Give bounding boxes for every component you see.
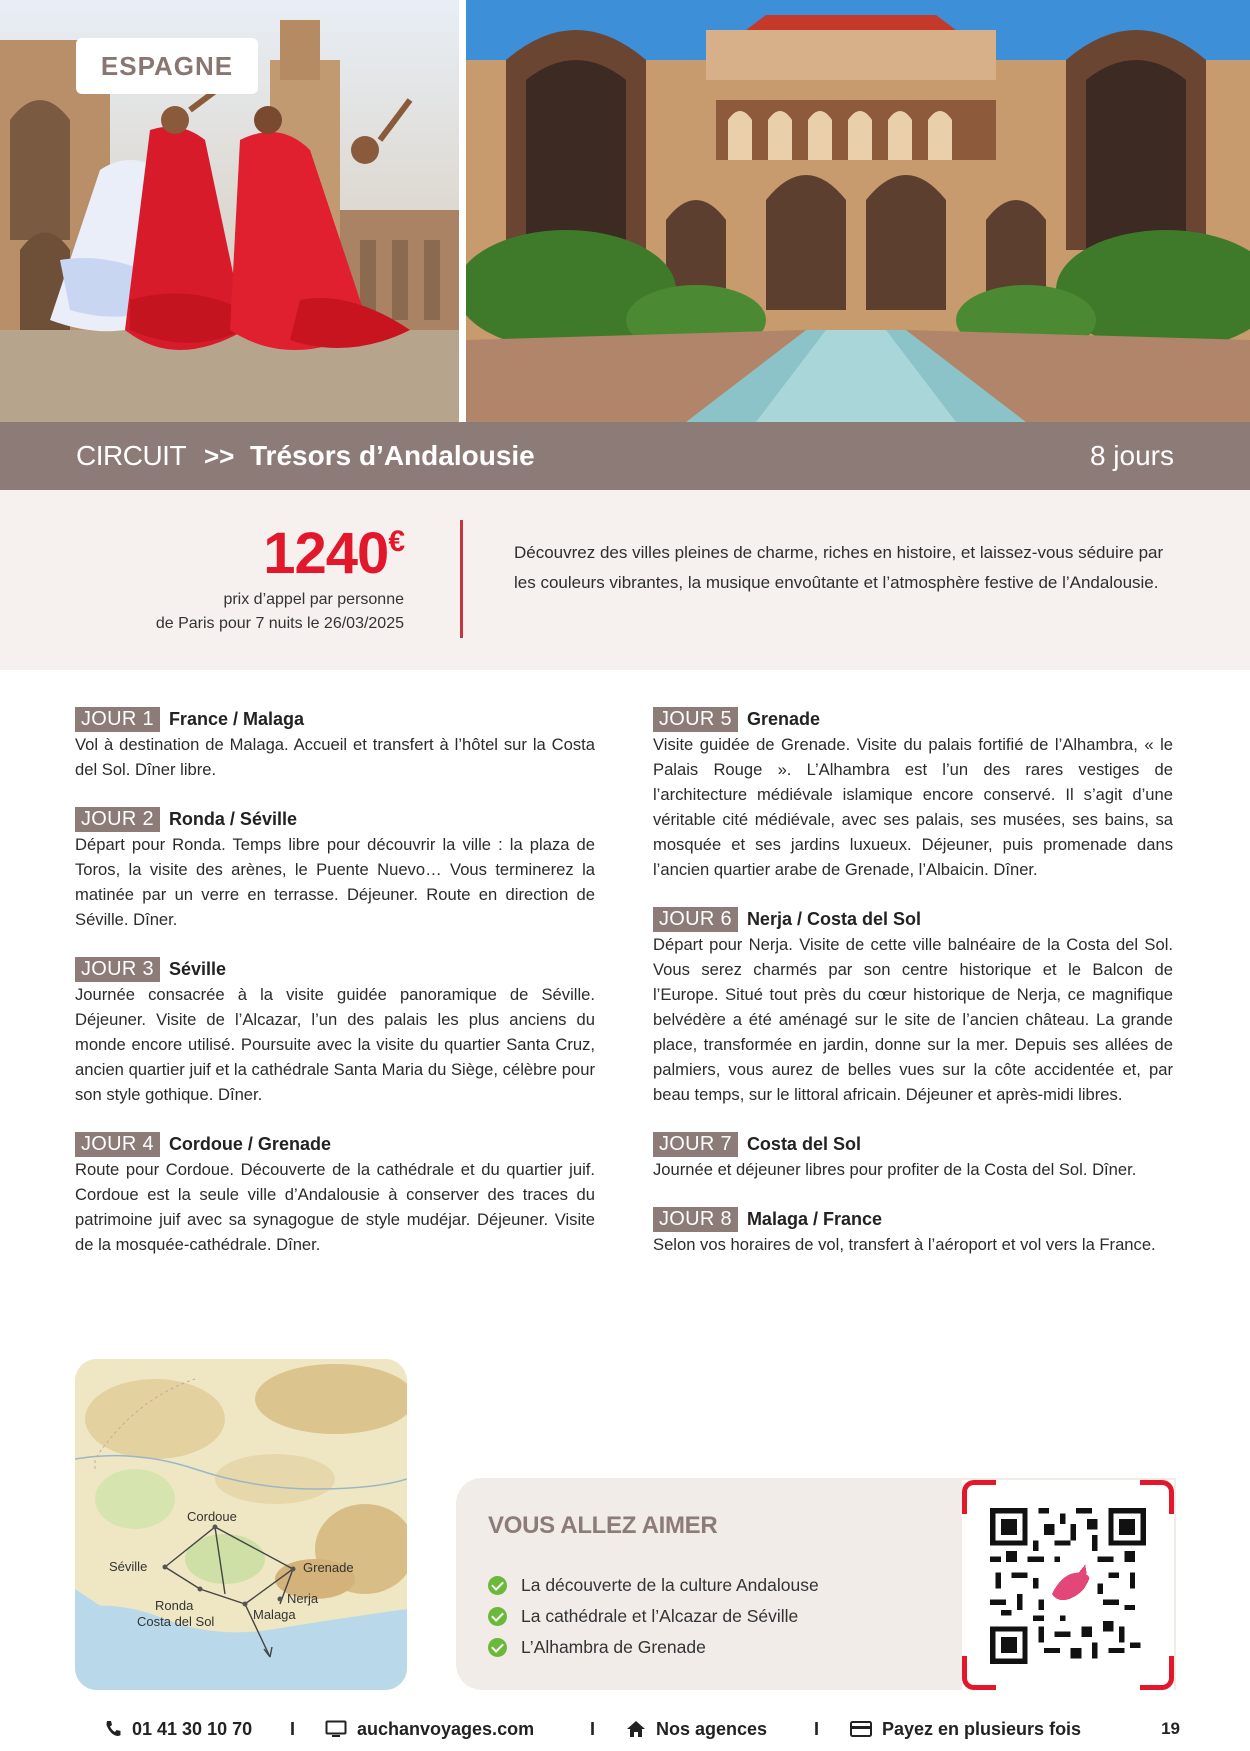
page-number: 19 <box>1161 1719 1180 1738</box>
day-header <box>75 1131 595 1157</box>
day-place: Nerja / Costa del Sol <box>746 908 921 929</box>
day-entry <box>653 1131 1173 1182</box>
itinerary-left-column <box>75 706 595 1281</box>
price-divider <box>460 520 463 638</box>
day-place: Ronda / Séville <box>168 808 297 829</box>
footer-payment[interactable] <box>850 1719 1081 1740</box>
footer-separator: I <box>590 1718 596 1739</box>
day-badge: JOUR 6 <box>653 907 738 932</box>
price-note <box>156 588 404 636</box>
highlight-text: La découverte de la culture Andalouse <box>521 1575 819 1595</box>
day-header <box>75 806 595 832</box>
price-section <box>0 490 1250 670</box>
day-badge: JOUR 7 <box>653 1132 738 1157</box>
country-tag: ESPAGNE <box>76 38 258 94</box>
check-circle-icon <box>488 1576 507 1595</box>
day-place: Costa del Sol <box>746 1133 861 1154</box>
list-item <box>488 1632 819 1663</box>
circuit-title-band <box>0 422 1250 490</box>
double-chevron-icon: >> <box>204 440 235 471</box>
highlight-text: L’Alhambra de Grenade <box>521 1637 706 1657</box>
map-label-cordoue: Cordoue <box>187 1509 237 1524</box>
alcazar-courtyard-photo <box>466 0 1250 422</box>
trip-intro: Découvrez des villes pleines de charme, riches en histoire, et laissez-vous séduire par les couleurs vibrantes, la musique envoûtante et l’atmosphère festive de l’Andalousie. <box>514 543 1164 592</box>
day-description: Route pour Cordoue. Découverte de la cathédrale et du quartier juif. Cordoue est la seule ville d’Andalousie à conserver des traces du patrimoine juif avec sa synagogue de style mudéjar. Déjeuner. Visite de la mosquée-cathédrale. Dîner. <box>75 1160 595 1254</box>
flamenco-dancers-photo <box>0 0 459 422</box>
home-icon <box>626 1720 646 1738</box>
day-description: Départ pour Ronda. Temps libre pour découvrir la ville : la plaza de Toros, la visite des arènes, le Puente Nuevo… Vous terminerez la matinée par un verre en terrasse. Déjeuner. Route en direction de Séville. Dîner. <box>75 835 595 929</box>
day-entry <box>75 1131 595 1257</box>
circuit-duration: 8 jours <box>1089 440 1174 471</box>
check-circle-icon <box>488 1607 507 1626</box>
price-currency: € <box>388 525 404 558</box>
day-header <box>75 956 595 982</box>
day-description: Journée et déjeuner libres pour profiter de la Costa del Sol. Dîner. <box>653 1160 1137 1179</box>
day-header <box>653 1206 1173 1232</box>
map-label-malaga: Malaga <box>253 1607 296 1622</box>
day-description: Selon vos horaires de vol, transfert à l’aéroport et vol vers la France. <box>653 1235 1156 1254</box>
map-label-ronda: Ronda <box>155 1598 194 1613</box>
phone-icon <box>104 1720 122 1738</box>
list-item <box>488 1601 819 1632</box>
list-item <box>488 1570 819 1601</box>
day-badge: JOUR 3 <box>75 957 160 982</box>
footer-website[interactable] <box>325 1719 534 1740</box>
footer-separator: I <box>290 1718 296 1739</box>
footer-payment-text: Payez en plusieurs fois <box>882 1718 1082 1739</box>
day-header <box>653 1131 1173 1157</box>
page-footer <box>0 1714 1250 1744</box>
day-badge: JOUR 2 <box>75 807 160 832</box>
circuit-kind: CIRCUIT <box>76 440 187 471</box>
day-header <box>75 706 595 732</box>
highlights-title: VOUS ALLEZ AIMER <box>488 1512 718 1539</box>
day-badge: JOUR 5 <box>653 707 738 732</box>
day-place: Séville <box>168 958 226 979</box>
day-place: Cordoue / Grenade <box>168 1133 331 1154</box>
highlight-text: La cathédrale et l’Alcazar de Séville <box>521 1606 799 1626</box>
day-header <box>653 706 1173 732</box>
route-map <box>75 1359 407 1690</box>
price-note-line-2: de Paris pour 7 nuits le 26/03/2025 <box>155 615 404 632</box>
price-amount <box>263 520 404 587</box>
qr-code-frame[interactable] <box>962 1480 1174 1690</box>
price-value: 1240 <box>263 521 389 586</box>
footer-phone-text: 01 41 30 10 70 <box>132 1718 253 1739</box>
map-label-costa: Costa del Sol <box>137 1614 215 1629</box>
footer-website-text: auchanvoyages.com <box>357 1718 535 1739</box>
footer-agencies[interactable] <box>626 1719 767 1740</box>
itinerary-right-column <box>653 706 1173 1281</box>
footer-agencies-text: Nos agences <box>656 1718 768 1739</box>
day-description: Visite guidée de Grenade. Visite du palais fortifié de l’Alhambra, « le Palais Rouge ». L’Alhambra est l’un des rares vestiges de l’architecture médiévale islamique encore conservé. Il s’agit d’une véritable cité médiévale, avec ses palais, ses musées, ses bains, sa mosquée et ses jardins luxueux. Déjeuner, puis promenade dans l’ancien quartier arabe de Grenade, l’Albaicin. Dîner. <box>653 735 1173 879</box>
day-entry <box>653 706 1173 882</box>
day-badge: JOUR 8 <box>653 1207 738 1232</box>
day-description: Départ pour Nerja. Visite de cette ville balnéaire de la Costa del Sol. Vous serez charmés par son centre historique et le Balcon de l’Europe. Situé tout près du cœur historique de Nerja, ce magnifique belvédère a été aménagé sur le site de l’ancien château. La grande place, transformée en jardin, donne sur la mer. Depuis ses allées de palmiers, vous aurez de belles vues sur la côte accidentée et, par beau temps, sur le littoral africain. Déjeuner et après-midi libres. <box>653 935 1173 1104</box>
day-header <box>653 906 1173 932</box>
day-entry <box>75 706 595 782</box>
day-place: Grenade <box>746 708 820 729</box>
day-badge: JOUR 1 <box>75 707 160 732</box>
day-entry <box>75 806 595 932</box>
day-badge: JOUR 4 <box>75 1132 160 1157</box>
map-label-nerja: Nerja <box>287 1591 319 1606</box>
highlights-list <box>488 1570 819 1663</box>
credit-card-icon <box>850 1721 872 1737</box>
computer-monitor-icon <box>325 1720 347 1738</box>
footer-separator: I <box>814 1718 820 1739</box>
map-label-seville: Séville <box>109 1559 148 1574</box>
day-description: Journée consacrée à la visite guidée panoramique de Séville. Déjeuner. Visite de l’Alcazar, l’un des palais les plus anciens du monde encore utilisé. Poursuite avec la visite du quartier Santa Cruz, ancien quartier juif et la cathédrale Santa Maria du Siège, célèbre pour son style gothique. Dîner. <box>75 985 595 1104</box>
circuit-title: Trésors d’Andalousie <box>250 440 535 471</box>
day-place: Malaga / France <box>746 1208 882 1229</box>
day-entry <box>653 1206 1173 1257</box>
hero-photos <box>0 0 1250 422</box>
map-label-grenade: Grenade <box>303 1560 354 1575</box>
price-note-line-1: prix d’appel par personne <box>223 591 404 608</box>
check-circle-icon <box>488 1638 507 1657</box>
day-entry <box>653 906 1173 1107</box>
day-entry <box>75 956 595 1107</box>
footer-phone[interactable] <box>104 1719 252 1740</box>
qr-code-icon[interactable] <box>990 1508 1146 1664</box>
day-description: Vol à destination de Malaga. Accueil et transfert à l’hôtel sur la Costa del Sol. Dîner libre. <box>75 735 595 779</box>
day-place: France / Malaga <box>168 708 304 729</box>
